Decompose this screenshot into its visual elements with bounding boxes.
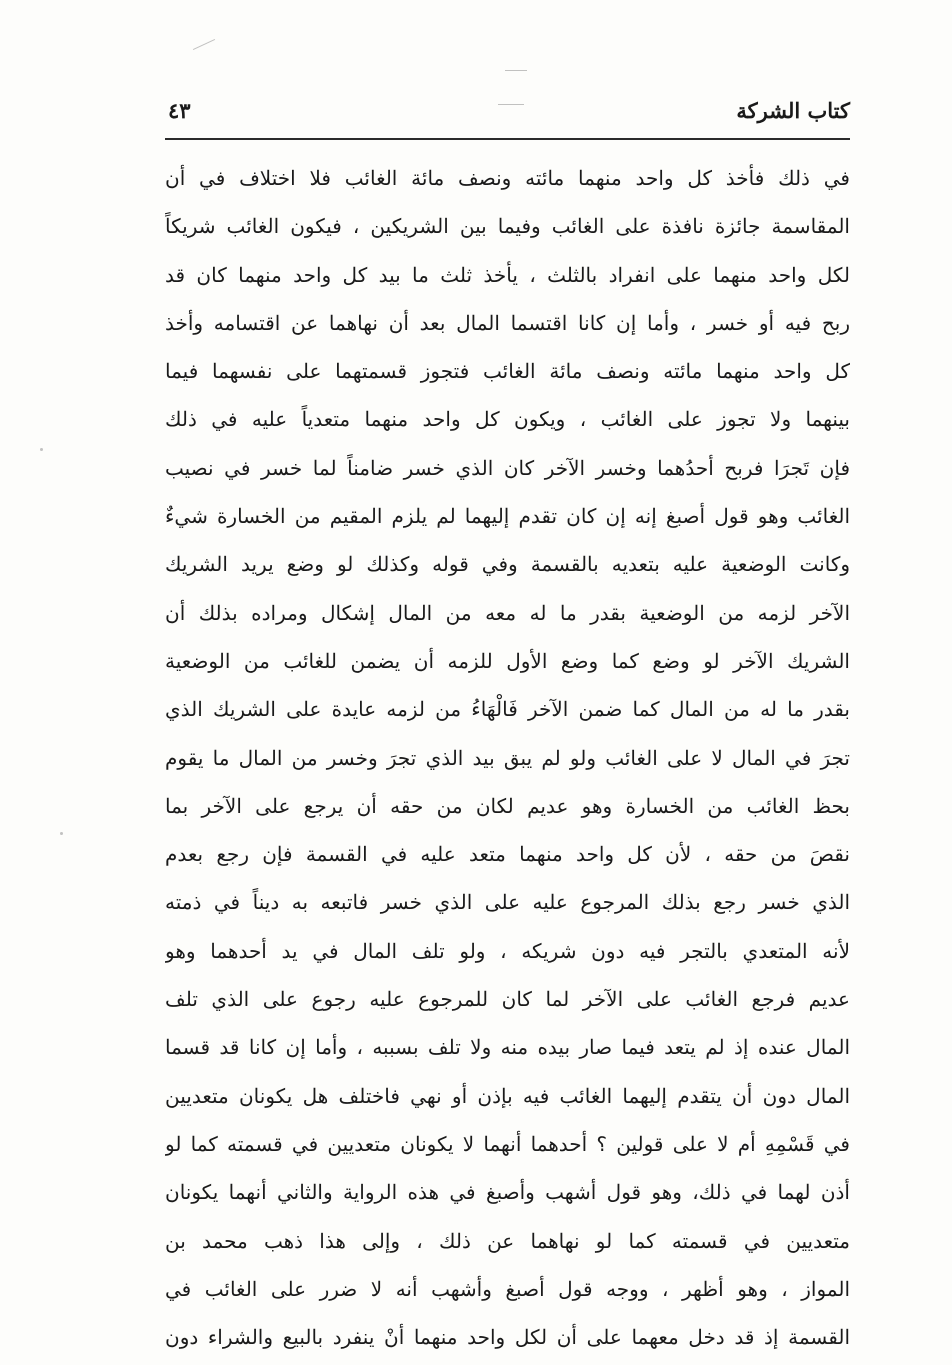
text-line: بقدر ما له من المال كما ضمن الآخر فَالْهَاءُ من لزمه عايدة على الشريك الذي xyxy=(165,697,850,722)
scan-speck xyxy=(60,832,63,835)
text-line: بينهما ولا تجوز على الغائب ، ويكون كل واحد منهما متعدياً عليه في ذلك xyxy=(165,407,850,432)
header-divider xyxy=(165,138,850,140)
text-line: في ذلك فأخذ كل واحد منهما مائته ونصف مائة الغائب فلا اختلاف في أن xyxy=(165,166,850,190)
text-line: متعديين في قسمته كما لو نهاهما عن ذلك ، وإلى هذا ذهب محمد بن xyxy=(165,1228,850,1253)
text-line: عديم فرجع الغائب على الآخر لما كان للمرجوع عليه رجوع على الذي تلف xyxy=(165,987,850,1012)
text-line: الشريك الآخر لو وضع كما وضع الأول للزمه أن يضمن للغائب من الوضعية xyxy=(165,648,850,673)
text-line: المقاسمة جائزة نافذة على الغائب وفيما بين الشريكين ، فيكون الغائب شريكاً xyxy=(165,214,850,239)
text-line: تجرَ في المال لا على الغائب ولو لم يبق بيد الذي تجرَ وخسر من المال ما يقوم xyxy=(165,745,850,770)
text-line: لكل واحد منهما على انفراد بالثلث ، يأخذ ثلث ما بيد كل واحد منهما كان قد xyxy=(165,262,850,287)
text-line: القسمة إذ قد دخل معهما على أن لكل واحد منهما أنْ ينفرد بالبيع والشراء دون xyxy=(165,1325,850,1350)
text-line: فإن تَجرَا فربح أحدُهما وخسر الآخر كان الذي خسر ضامناً لما خسر في نصيب xyxy=(165,455,850,480)
text-line: وكانت الوضعية عليه بتعديه بالقسمة وفي قوله وكذلك لو وضع يريد الشريك xyxy=(165,552,850,577)
text-line: المال دون أن يتقدم إليهما الغائب فيه بإذن أو نهي فاختلف هل يكونان متعديين xyxy=(165,1083,850,1108)
text-line: نقصَ من حقه ، لأن كل واحد منهما متعد عليه في القسمة فإن رجع بعدم xyxy=(165,842,850,867)
text-line: كل واحد منهما مائته ونصف مائة الغائب فتجوز قسمتهما على نفسهما فيما xyxy=(165,359,850,384)
text-line: الغائب وهو قول أصبغ إنه إن كان تقدم إليهما لم يلزم المقيم من الخسارة شيءٌ xyxy=(165,504,850,529)
text-line: المواز ، وهو أظهر ، ووجه قول أصبغ وأشهب أنه لا ضرر على الغائب في xyxy=(165,1276,850,1301)
text-line: في قَسْمِهِ أم لا على قولين ؟ أحدهما أنهما لا يكونان متعديين في قسمته كما لو xyxy=(165,1131,850,1156)
scan-scratch xyxy=(505,70,527,71)
text-line: أذن لهما في ذلك، وهو قول أشهب وأصبغ في هذه الرواية والثاني أنهما يكونان xyxy=(165,1180,850,1205)
scan-speck xyxy=(40,448,43,451)
body-text xyxy=(165,154,850,1361)
scan-scratch xyxy=(193,39,215,50)
page-header xyxy=(160,96,850,132)
text-line: المال عنده إذ لم يتعد فيما صار بيده منه ولا تلف بسببه ، وأما إن كانا قد قسما xyxy=(165,1035,850,1060)
text-line: الذي خسر رجع بذلك المرجوع عليه على الذي خسر فاتبعه به ديناً في ذمته xyxy=(165,890,850,915)
book-title: كتاب الشركة xyxy=(736,98,850,123)
page-number: ٤٣ xyxy=(168,98,191,123)
text-line: ربح فيه أو خسر ، وأما إن كانا اقتسما المال بعد أن نهاهما عن اقتسامه وأخذ xyxy=(165,310,850,335)
text-line: الآخر لزمه من الوضعية بقدر ما له معه من المال إشكال ومراده بذلك أن xyxy=(165,600,850,625)
text-line: لأنه المتعدي بالتجر فيه دون شريكه ، ولو تلف المال في يد أحدهما وهو xyxy=(165,938,850,963)
text-line: بحظ الغائب من الخسارة وهو عديم لكان من حقه أن يرجع على الآخر بما xyxy=(165,793,850,818)
